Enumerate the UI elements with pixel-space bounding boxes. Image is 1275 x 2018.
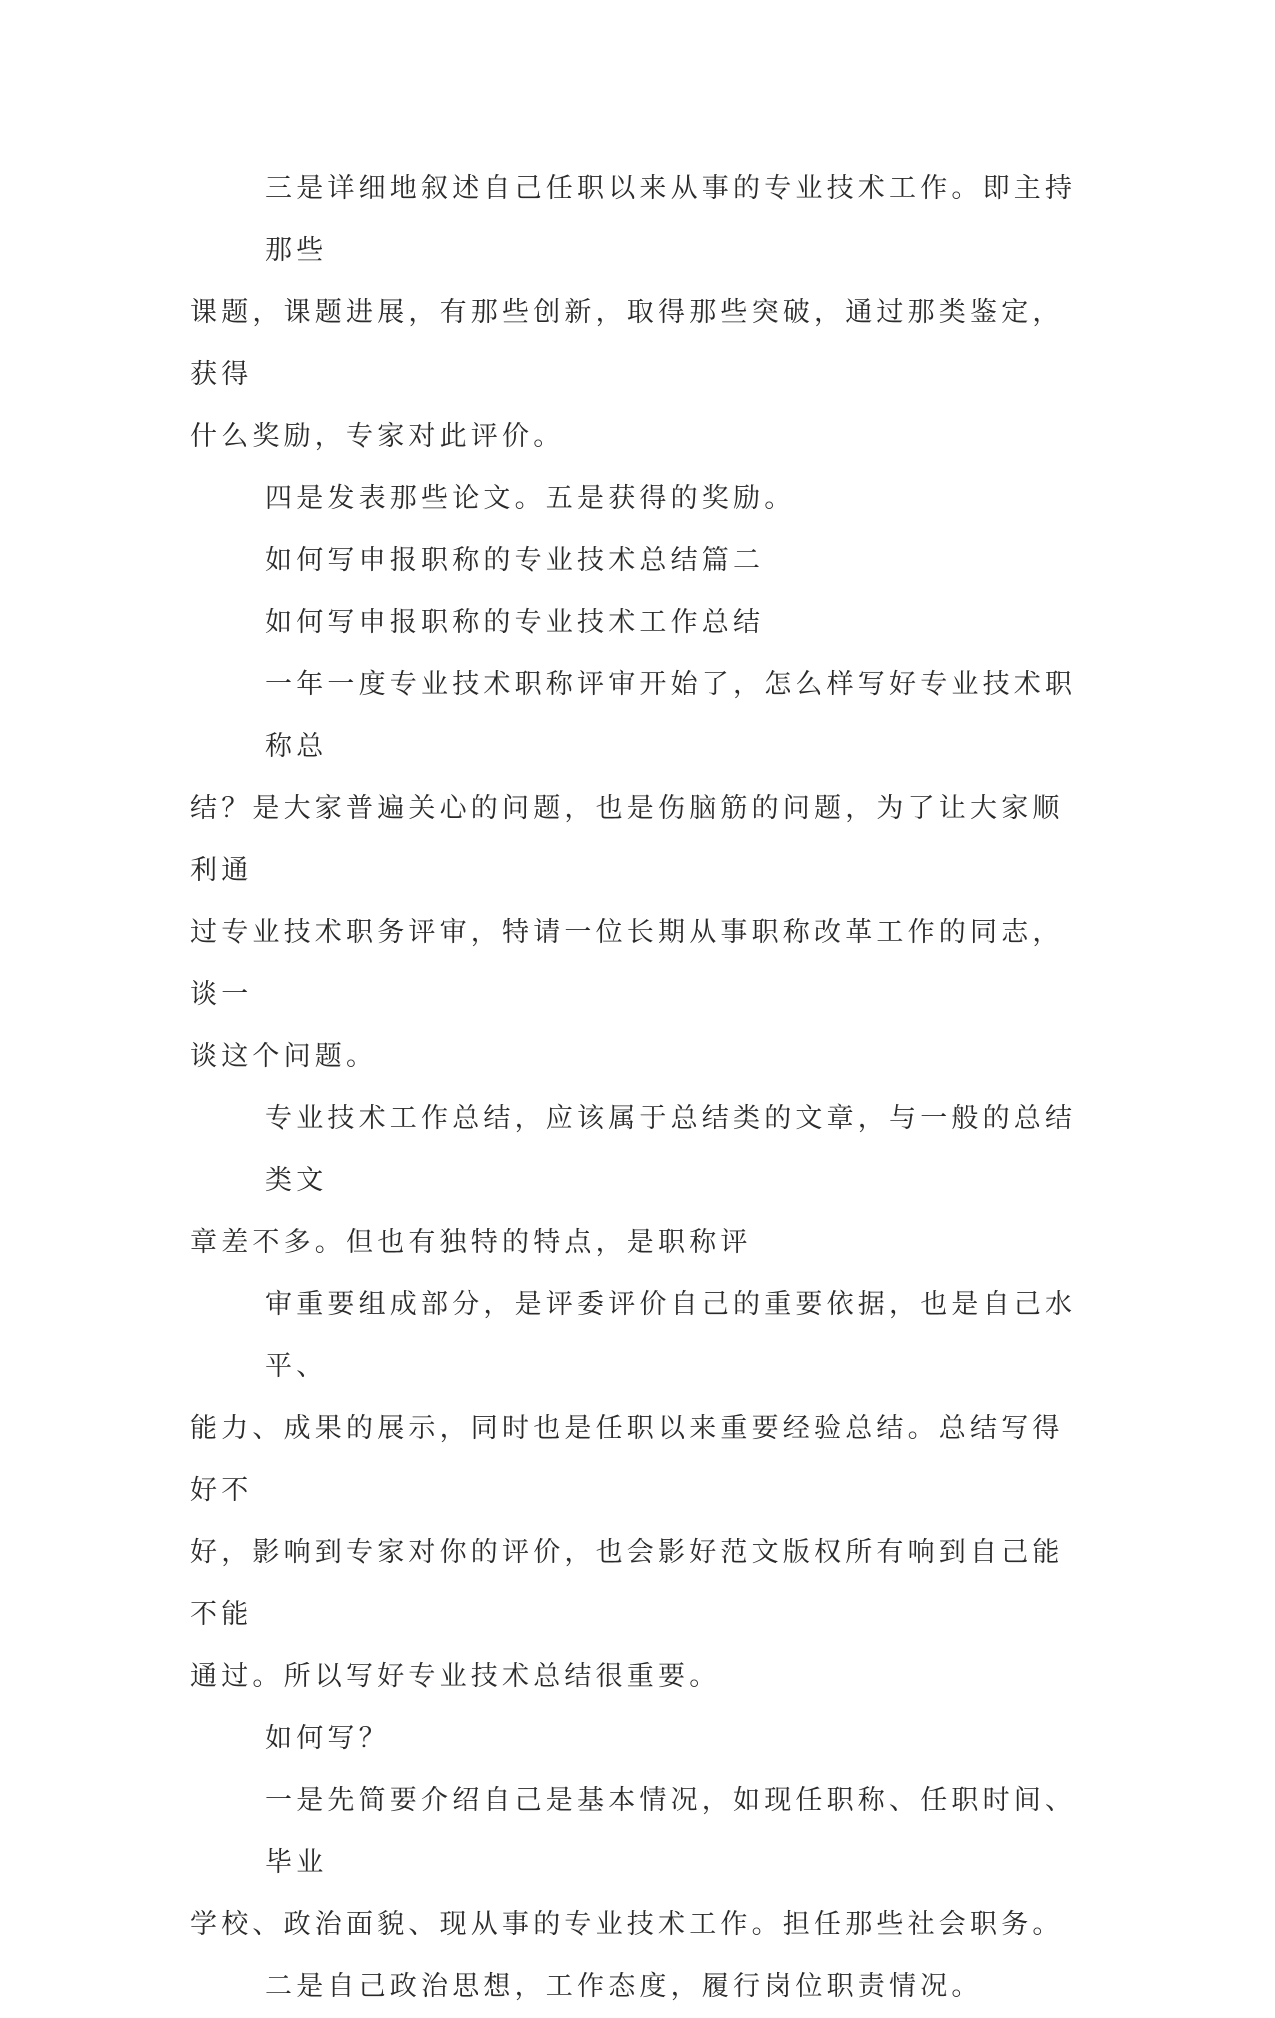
text-line: 结？是大家普遍关心的问题，也是伤脑筋的问题，为了让大家顺利通 <box>190 793 1064 886</box>
text-line: 如何写？ <box>265 1723 390 1754</box>
section-subheading: 如何写申报职称的专业技术工作总结 <box>265 607 765 638</box>
document-body <box>190 158 1080 2018</box>
text-line: 专业技术工作总结，应该属于总结类的文章，与一般的总结类文 <box>265 1103 1077 1196</box>
text-line: 章差不多。但也有独特的特点，是职称评 <box>190 1227 752 1258</box>
text-line: 三是详细地叙述自己任职以来从事的专业技术工作。即主持那些 <box>265 173 1077 266</box>
text-line: 课题，课题进展，有那些创新，取得那些突破，通过那类鉴定，获得 <box>190 297 1064 390</box>
text-line: 能力、成果的展示，同时也是任职以来重要经验总结。总结写得好不 <box>190 1413 1064 1506</box>
text-line: 四是发表那些论文。五是获得的奖励。 <box>265 483 796 514</box>
text-line: 一年一度专业技术职称评审开始了，怎么样写好专业技术职称总 <box>265 669 1077 762</box>
text-line: 什么奖励，专家对此评价。 <box>190 421 565 452</box>
text-line: 过专业技术职务评审，特请一位长期从事职称改革工作的同志，谈一 <box>190 917 1064 1010</box>
section-heading: 如何写申报职称的专业技术总结篇二 <box>265 545 765 576</box>
text-line: 审重要组成部分，是评委评价自己的重要依据，也是自己水平、 <box>265 1289 1077 1382</box>
text-line: 二是自己政治思想，工作态度，履行岗位职责情况。 <box>265 1971 983 2002</box>
text-line: 好，影响到专家对你的评价，也会影好范文版权所有响到自己能不能 <box>190 1537 1064 1630</box>
text-line: 一是先简要介绍自己是基本情况，如现任职称、任职时间、毕业 <box>265 1785 1077 1878</box>
text-line: 学校、政治面貌、现从事的专业技术工作。担任那些社会职务。 <box>190 1909 1064 1940</box>
text-line: 谈这个问题。 <box>190 1041 378 1072</box>
text-line: 通过。所以写好专业技术总结很重要。 <box>190 1661 721 1692</box>
